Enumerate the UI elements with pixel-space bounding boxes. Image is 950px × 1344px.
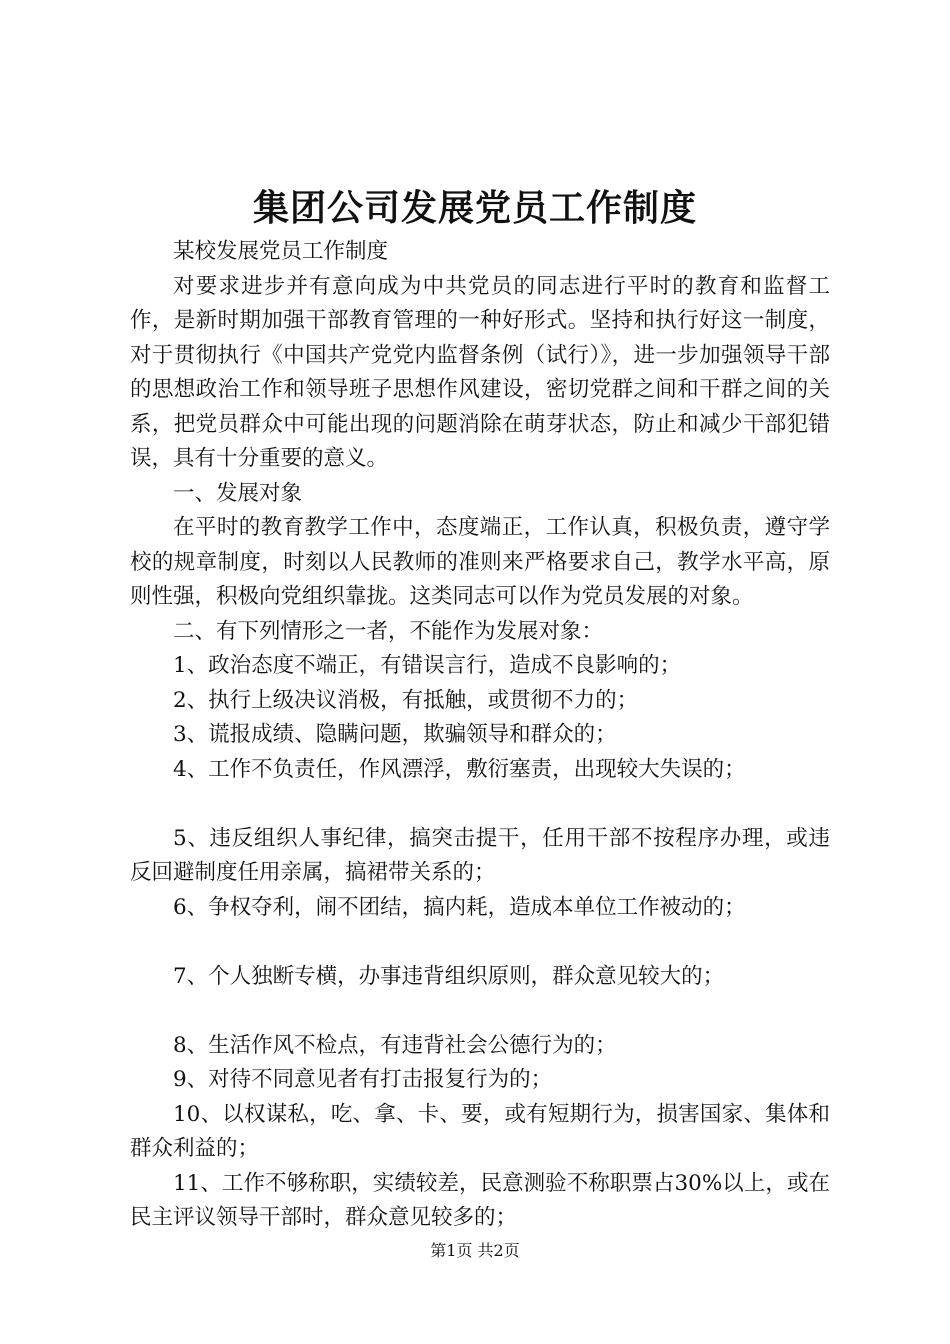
list-item-5: 5、违反组织人事纪律，搞突击提干，任用干部不按程序办理，或违反回避制度任用亲属，搞裙带关系的； xyxy=(130,825,830,885)
list-item-6: 6、争权夺利，闹不团结，搞内耗，造成本单位工作被动的； xyxy=(173,894,746,920)
subtitle-paragraph: 某校发展党员工作制度 xyxy=(173,239,389,264)
document-body xyxy=(130,235,830,1236)
section-heading-2: 二、有下列情形之一者，不能作为发展对象： xyxy=(173,618,604,644)
intro-paragraph: 对要求进步并有意向成为中共党员的同志进行平时的教育和监督工作，是新时期加强干部教育管理的一种好形式。坚持和执行好这一制度，对于贯彻执行《中国共产党党内监督条例（试行）》，进一步加强领导干部的思想政治工作和领导班子思想作风建设，密切党群之间和干群之间的关系，把党员群众中可能出现的问题消除在萌芽状态，防止和减少干部犯错误，具有十分重要的意义。 xyxy=(130,273,830,471)
list-item-11: 11、工作不够称职，实绩较差，民意测验不称职票占30%以上，或在民主评议领导干部时，群众意见较多的； xyxy=(130,1170,830,1230)
list-item-1: 1、政治态度不端正，有错误言行，造成不良影响的； xyxy=(173,653,682,678)
section-heading-1: 一、发展对象 xyxy=(173,480,303,506)
list-item-2: 2、执行上级决议消极，有抵触，或贯彻不力的； xyxy=(173,687,639,713)
list-item-8: 8、生活作风不检点，有违背社会公德行为的； xyxy=(173,1032,617,1058)
list-item-4: 4、工作不负责任，作风漂浮，敷衍塞责，出现较大失误的； xyxy=(173,756,746,782)
list-item-7: 7、个人独断专横，办事违背组织原则，群众意见较大的； xyxy=(173,963,725,989)
list-item-9: 9、对待不同意见者有打击报复行为的； xyxy=(173,1067,553,1092)
list-item-10: 10、以权谋私，吃、拿、卡、要，或有短期行为，损害国家、集体和群众利益的； xyxy=(130,1101,830,1161)
document-title: 集团公司发展党员工作制度 xyxy=(252,187,697,229)
list-item-3: 3、谎报成绩、隐瞒问题，欺骗领导和群众的； xyxy=(173,722,617,747)
section-1-paragraph: 在平时的教育教学工作中，态度端正，工作认真，积极负责，遵守学校的规章制度，时刻以人民教师的准则来严格要求自己，教学水平高，原则性强，积极向党组织靠拢。这类同志可以作为党员发展的对象。 xyxy=(130,515,830,609)
page-footer: 第1页 共2页 xyxy=(430,1241,520,1260)
